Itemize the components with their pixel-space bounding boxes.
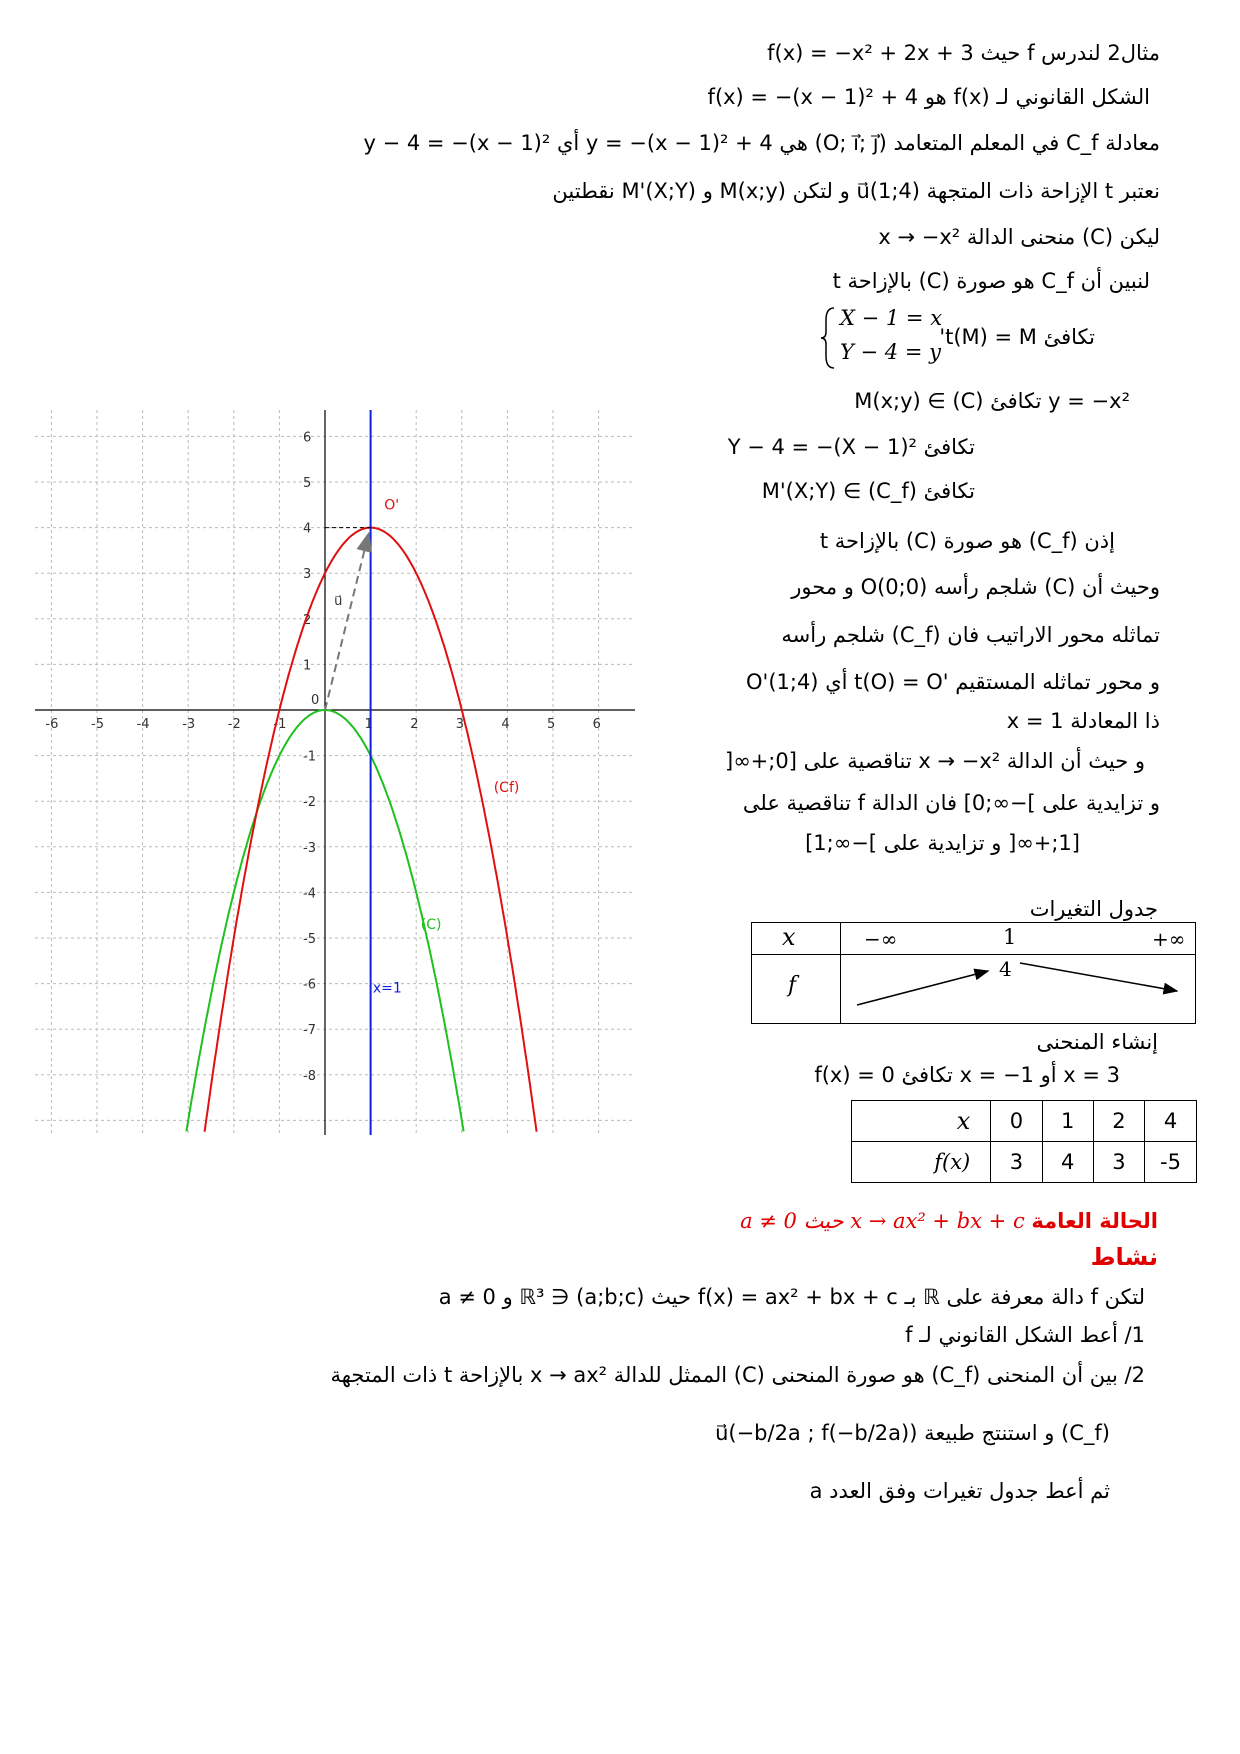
values-x-cell: 4	[1145, 1101, 1197, 1142]
activity-title: نشاط	[1090, 1243, 1158, 1271]
example-line-16: و حيث أن الدالة x → −x² تناقصية على [0;+∞[	[725, 749, 1145, 773]
values-x-cell: 1	[1042, 1101, 1093, 1142]
y-tick-label: 2	[303, 612, 312, 628]
example-line-15: ذا المعادلة x = 1	[1006, 709, 1160, 733]
x-tick-label: 5	[547, 717, 556, 732]
vector-u-label: u⃗	[334, 594, 343, 610]
activity-line-4: u⃗(−b/2a ; f(−b/2a)) و استنتج طبيعة (C_f)	[715, 1421, 1110, 1445]
example-line-17: و تزايدية على ]−∞;0] فان الدالة f تناقصية على	[742, 791, 1160, 815]
y-tick-label: 4	[303, 521, 312, 537]
values-table	[851, 1100, 1197, 1183]
y-tick-label: 3	[303, 567, 312, 583]
values-x-cell: 2	[1093, 1101, 1144, 1142]
system-brace	[820, 306, 836, 370]
values-fx-cell: 3	[991, 1142, 1042, 1183]
variation-table-title: جدول التغيرات	[1029, 897, 1158, 921]
roots-line: f(x) = 0 تكافئ x = −1 أو x = 3	[814, 1063, 1120, 1087]
activity-line-1: لتكن f دالة معرفة على ℝ بـ f(x) = ax² + bx + c حيث (a;b;c) ∈ ℝ³ و a ≠ 0	[438, 1285, 1145, 1309]
x-tick-label: -1	[273, 717, 287, 732]
y-tick-label: -2	[303, 795, 316, 811]
variation-arrows	[752, 923, 1197, 1025]
y-tick-label: 6	[303, 430, 312, 446]
y-tick-label: -4	[303, 886, 316, 902]
c-label: (C)	[420, 916, 442, 933]
y-tick-label: -5	[303, 932, 316, 947]
values-row-x	[852, 1101, 1197, 1142]
example-line-9: تكافئ Y − 4 = −(X − 1)²	[727, 435, 975, 459]
system-eq-1: X − 1 = x	[840, 306, 943, 330]
general-title: الحالة العامة	[1031, 1209, 1158, 1233]
vt-max-value: 4	[999, 957, 1012, 981]
values-x-label: x	[852, 1101, 991, 1142]
o-prime-label: O'	[384, 497, 400, 514]
values-fx-cell: 4	[1042, 1142, 1093, 1183]
example-line-12: وحيث أن (C) شلجم رأسه O(0;0) و محور	[791, 575, 1160, 599]
y-tick-label: -3	[303, 840, 316, 856]
equivalence-word: تكافئ t(M) = M'	[939, 325, 1095, 349]
values-row-fx	[852, 1142, 1197, 1183]
y-tick-label: 5	[303, 476, 312, 491]
y-tick-label: -8	[303, 1068, 316, 1084]
values-fx-cell: -5	[1145, 1142, 1197, 1183]
vt-one: 1	[1003, 925, 1017, 949]
variation-table	[751, 922, 1196, 1024]
cf-label: (Cf)	[493, 780, 520, 797]
values-fx-cell: 3	[1093, 1142, 1144, 1183]
example-line-5: ليكن (C) منحنى الدالة x → −x²	[878, 225, 1160, 249]
values-fx-label: f(x)	[852, 1142, 991, 1183]
x-tick-label: 6	[592, 717, 601, 732]
y-tick-label: 1	[303, 658, 312, 674]
x-tick-label: -6	[45, 717, 59, 732]
x-equals-1-label: x=1	[372, 980, 402, 997]
construction-title: إنشاء المنحنى	[1036, 1030, 1158, 1054]
general-heading	[740, 1206, 1158, 1236]
values-x-cell: 0	[991, 1101, 1042, 1142]
general-title-math: x → ax² + bx + c حيث a ≠ 0	[740, 1209, 1025, 1233]
example-line-18: [1;+∞[ و تزايدية على ]−∞;1]	[805, 831, 1080, 855]
x-tick-label: 3	[455, 717, 465, 732]
example-line-3: معادلة C_f في المعلم المتعامد (O; i⃗; j⃗) هي y = −(x − 1)² + 4 أي y − 4 = −(x − 1)²	[363, 131, 1160, 155]
vt-plus-inf: +∞	[1152, 927, 1186, 951]
example-line-13: تماثله محور الاراتيب فان (C_f) شلجم رأسه	[781, 623, 1160, 647]
activity-line-3: 2/ بين أن المنحنى (C_f) هو صورة المنحنى (C) الممثل للدالة x → ax² بالإزاحة t ذات المتجهة	[330, 1363, 1145, 1387]
example-line-4: نعتبر t الإزاحة ذات المتجهة u⃗(1;4) و لتكن M(x;y) و M'(X;Y) نقطتين	[552, 179, 1160, 203]
x-tick-label: -4	[136, 717, 150, 732]
y-tick-label: -6	[303, 977, 316, 993]
increasing-arrow	[857, 971, 988, 1005]
x-tick-label: -5	[91, 717, 104, 732]
x-tick-label: 4	[501, 717, 510, 732]
example-line-2: الشكل القانوني لـ f(x) هو f(x) = −(x − 1)² + 4	[707, 85, 1150, 109]
vt-f-label: f	[788, 973, 797, 998]
x-tick-label: -3	[182, 717, 196, 732]
vt-minus-inf: −∞	[864, 927, 898, 951]
example-line-14: O'(1;4) أي t(O) = O' و محور تماثله المستقيم	[746, 670, 1160, 694]
origin-label: 0	[311, 693, 320, 708]
x-tick-label: 2	[410, 717, 419, 732]
activity-line-5: ثم أعط جدول تغيرات وفق العدد a	[809, 1479, 1110, 1503]
y-tick-label: -1	[303, 749, 316, 765]
example-line-8: M(x;y) ∈ (C) تكافئ y = −x²	[854, 389, 1130, 413]
example-line-11: إذن (C_f) هو صورة (C) بالإزاحة t	[819, 529, 1115, 553]
decreasing-arrow	[1020, 963, 1177, 991]
example-line-1: مثال2 لندرس f حيث f(x) = −x² + 2x + 3	[767, 41, 1160, 65]
x-tick-label: 1	[364, 717, 373, 732]
example-line-6: لنبين أن C_f هو صورة (C) بالإزاحة t	[832, 269, 1150, 293]
y-tick-label: -7	[303, 1023, 316, 1039]
function-graph	[35, 410, 635, 1135]
activity-line-2: 1/ أعط الشكل القانوني لـ f	[905, 1323, 1145, 1347]
x-tick-label: -2	[227, 717, 241, 732]
vt-x-label: x	[782, 923, 796, 951]
example-line-10: تكافئ M'(X;Y) ∈ (C_f)	[761, 479, 975, 503]
system-eq-2: Y − 4 = y	[840, 340, 941, 364]
